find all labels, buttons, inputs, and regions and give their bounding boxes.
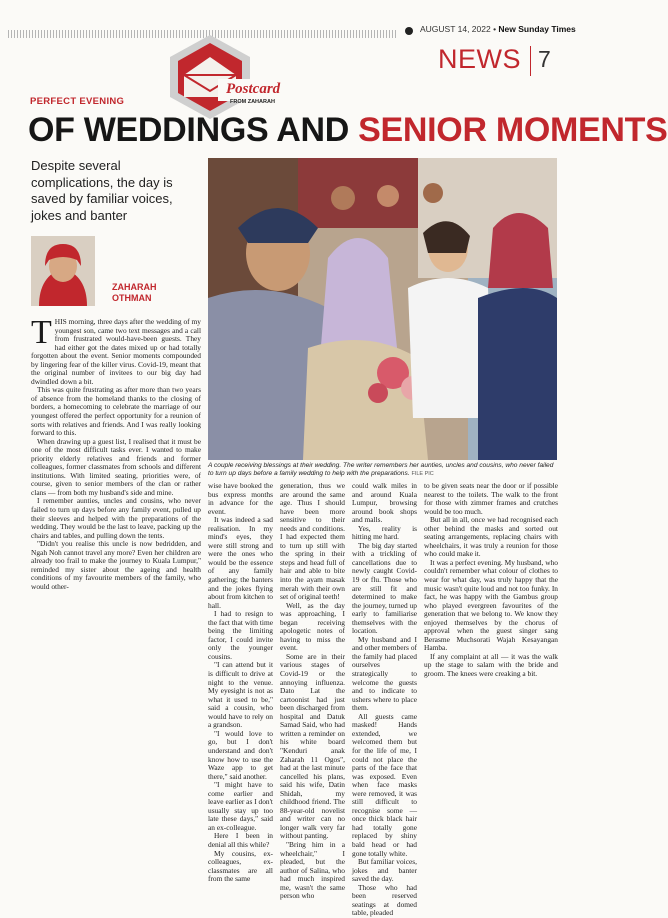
paragraph: My husband and I and other members of the family had placed ourselves strategically to welcome the guests and to indicate to ushers where to place them.: [352, 634, 417, 713]
photo-caption: A couple receiving blessings at their wedding. The writer remembers her aunties, uncles and cousins, who never failed to turn up days before a family wedding to help with the preparations. FILE PIC: [208, 462, 554, 478]
wedding-photo: [208, 158, 557, 460]
logo-subtitle: FROM ZAHARAH: [230, 99, 275, 105]
kicker: PERFECT EVENING: [30, 96, 125, 107]
paragraph: "I would love to go, but I don't understand and don't know how to use the Waze app to get there," said another.: [208, 728, 273, 781]
paragraph: If any complaint at all — it was the walk up the stage to salam with the bride and groom. The knees were creaking a bit.: [424, 651, 558, 679]
article-column-3: [280, 482, 345, 901]
masthead: [0, 0, 580, 44]
paragraph: The big day started with a trickling of cancellations due to newly caught Covid-19 or flu. Those who are still fit and determined to make the journey, turned up early to familiarise themselves with the location.: [352, 540, 417, 636]
paragraph: When drawing up a guest list, I realised that it must be one of the most difficult tasks ever. I wanted to make priority elderly relatives and friends and former colleagues, former classmates from schools and different institutions. With limited seating, priorities were, of course, given to senior members of the clan or rather clans — from both my husband's side and mine.: [31, 436, 201, 497]
section-divider: [530, 46, 531, 76]
paragraph: But familiar voices, jokes and banter saved the day.: [352, 857, 417, 884]
article-column-5: [424, 482, 558, 679]
paragraph: Here I been in denial all this while?: [208, 831, 273, 849]
page-number: 7: [538, 46, 551, 72]
paragraph: It was a perfect evening. My husband, who couldn't remember what colour of clothes to wear for what day, was truly happy that the music wasn't quite loud and not too funky. In fact, he was happy with the Gambus group who played evergreen favourites of the generation that we belong to. We know they enjoyed themselves by the chorus of approval when the guest singer sang Berasme Muchsorati Wajah Kesayangan Hamba.: [424, 557, 558, 653]
paragraph: "I can attend but it is difficult to drive at night to the venue. My eyesight is not as what it used to be," said a cousin, who would have to rely on a grandson.: [208, 660, 273, 730]
paragraph: generation, thus we are around the same age. Thus I should have been more sensitive to their needs and conditions. I had expected them to turn up still with the spring in their steps and head full of hair and able to bite into the ayam masak merah with their own set of original teeth!: [280, 481, 345, 602]
paragraph: I had to resign to the fact that with time being the limiting factor, I could invite only the younger cousins.: [208, 609, 273, 661]
wedding-scene-illustration: [208, 158, 557, 460]
bullet-dot: [405, 27, 413, 35]
logo-title: Postcard: [226, 81, 281, 97]
paragraph: All guests came masked! Hands extended, we welcomed them but for the life of me, I could not place the parts of the face that was exposed. Even when face masks were removed, it was still difficult to recognise some — once thick black hair had totally gone replaced by shiny bald head or had gone totally white.: [352, 711, 417, 858]
paragraph: wise have booked the bus express months in advance for the event.: [208, 481, 273, 516]
author-portrait-icon: [31, 236, 95, 306]
paragraph: My cousins, ex-colleagues, ex-classmates are all from the same: [208, 848, 273, 884]
paragraph: Those who had been reserved seatings at domed table, pleaded: [352, 882, 417, 918]
paragraph: I remember aunties, uncles and cousins, who never failed to turn up days before any family event, pulled up their sleeves and helped with the preparations of the wedding. They would be the last to leave, packing up the chairs and tables, and pulling down the tents.: [31, 496, 201, 540]
paragraph: could walk miles in and around Kuala Lumpur, browsing around book shops and malls.: [352, 481, 417, 525]
paragraph: But all in all, once we had recognised each other behind the masks and sorted out seating arrangements, replacing chairs with wheelchairs, it was truly a reunion for those who could make it.: [424, 515, 558, 559]
photo-credit: FILE PIC: [411, 471, 434, 478]
section-name: NEWS: [438, 44, 521, 74]
paragraph: Well, as the day was approaching, I began receiving apologetic notes of having to miss the event.: [280, 600, 345, 653]
paragraph: Yes, reality is hitting me hard.: [352, 523, 417, 542]
deck: Despite several complications, the day is saved by familiar voices, jokes and banter: [31, 158, 173, 223]
article-column-1: [31, 314, 201, 592]
headline: [28, 110, 668, 150]
author-headshot: [31, 236, 95, 306]
paragraph: to be given seats near the door or if possible nearest to the toilets. The walk to the front for those with zimmer frames and crutches would be too much.: [424, 481, 558, 516]
article-column-2: [208, 482, 273, 884]
paragraph: "Bring him in a wheelchair," I pleaded, but the author of Salina, who had much inspired me, wasn't the same person who: [280, 839, 345, 901]
intro-paragraph: THIS morning, three days after the wedding of my youngest son, came two text messages and a call from frustrated would-have-been guests. They had either got the dates mixed up or had totally forgotten about the event. Senior moments compounded by lingering fear of the killer virus. Covid-19, meant that the original number of invitees to our big day had dwindled down a bit.: [31, 314, 201, 386]
postcard-logo: [168, 35, 288, 119]
paragraph: Some are in their various stages of Covid-19 or the annoying influenza. Dato Lat the cartoonist had just been discharged from hospital and Datuk Samad Said, who had written a reminder on his white board "Kenduri anak Zaharah 11 Ogos", had at the last minute cancelled his plans, said his wife, Datin Shidah, my childhood friend. The 88-year-old novelist and writer can no longer walk very far without panting.: [280, 651, 345, 841]
byline: ZAHARAH OTHMAN: [112, 282, 157, 303]
date-line: AUGUST 14, 2022 • New Sunday Times: [420, 24, 576, 34]
article-column-4: [352, 482, 417, 918]
paragraph: "Didn't you realise this uncle is now bedridden, and Ngah Noh cannot travel any more? Even her children are already too frail to make the journey to Kuala Lumpur," reminded my sister about the ageing and health conditions of my favourite members of the family, who would other-: [31, 539, 201, 591]
drop-cap: T: [31, 314, 52, 351]
paragraph: This was quite frustrating as after more than two years of absence from the homeland thanks to the closing of borders, a homecoming to celebrate the marriage of our youngest offered the perfect opportunity for a reunion of sorts with relatives and friends. And I was really looking forward to this.: [31, 385, 201, 438]
paragraph: "I might have to come earlier and leave earlier as I don't usually stay up too late these days," said an ex-colleague.: [208, 780, 273, 832]
headline-main: OF WEDDINGS AND: [28, 111, 359, 149]
paragraph: It was indeed a sad realisation. In my mind's eyes, they were still strong and were the ones who would be the essence of any family gathering; the banters and the jokes flying about from kitchen to hall.: [208, 515, 273, 610]
headline-accent: SENIOR MOMENTS: [358, 111, 668, 149]
